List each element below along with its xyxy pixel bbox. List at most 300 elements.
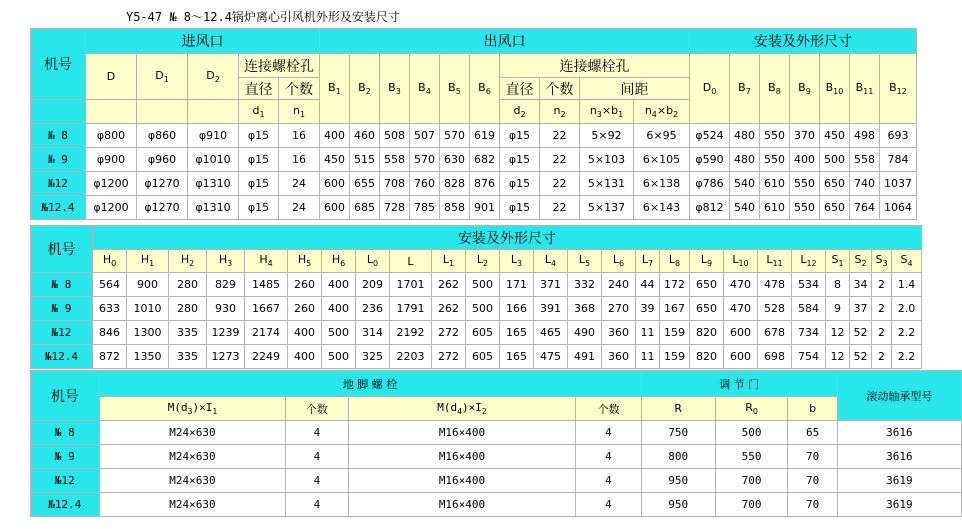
table-cell: 650 bbox=[690, 273, 724, 297]
table-cell: 400 bbox=[790, 148, 820, 172]
col-label: L bbox=[732, 253, 739, 267]
table-cell: 698 bbox=[758, 345, 792, 369]
table-cell: 4 bbox=[576, 445, 641, 469]
table-cell: φ1270 bbox=[137, 172, 188, 196]
table-cell: 764 bbox=[850, 196, 880, 220]
col-h0: $H_0$ bbox=[93, 250, 127, 273]
table-cell: 166 bbox=[500, 297, 534, 321]
table-cell: 171 bbox=[500, 273, 534, 297]
inlet-group-header: 进风口 bbox=[86, 29, 320, 54]
table-cell: 52 bbox=[850, 345, 872, 369]
table-cell: 280 bbox=[169, 297, 207, 321]
col-B3: $B_3$ bbox=[380, 54, 410, 124]
table-cell: 540 bbox=[730, 196, 760, 220]
table-cell: 465 bbox=[534, 321, 568, 345]
table-cell: 2192 bbox=[390, 321, 432, 345]
table-cell: φ15 bbox=[500, 148, 540, 172]
table-cell: 605 bbox=[466, 345, 500, 369]
table-cell: 400 bbox=[322, 297, 356, 321]
table-cell: 1239 bbox=[207, 321, 245, 345]
col-s2: $S_2$ bbox=[850, 250, 872, 273]
table-cell: 1701 bbox=[390, 273, 432, 297]
table-row bbox=[31, 297, 922, 321]
table-cell: 450 bbox=[820, 124, 850, 148]
table-cell: 400 bbox=[288, 321, 322, 345]
table-cell: 693 bbox=[880, 124, 917, 148]
table-cell: 2.0 bbox=[892, 297, 922, 321]
col-d1: $d_1$ bbox=[239, 100, 279, 124]
col-l9: $L_9$ bbox=[690, 250, 724, 273]
table-cell: 491 bbox=[568, 345, 602, 369]
table-cell: 3616 bbox=[837, 445, 961, 469]
table-cell: 564 bbox=[93, 273, 127, 297]
table-cell: φ15 bbox=[500, 172, 540, 196]
col-label: H bbox=[218, 253, 228, 267]
col-label: S bbox=[875, 253, 883, 267]
table-cell: φ812 bbox=[690, 196, 730, 220]
table-row bbox=[31, 196, 917, 220]
table-cell: 500 bbox=[715, 421, 787, 445]
col-label: L bbox=[700, 253, 708, 267]
row-jihao-cell: № 8 bbox=[31, 421, 100, 445]
col-h2: $H_2$ bbox=[169, 250, 207, 273]
table-cell: 728 bbox=[380, 196, 410, 220]
table-cell: 16 bbox=[279, 124, 320, 148]
table-cell: φ15 bbox=[239, 124, 279, 148]
table-cell: M24×630 bbox=[99, 493, 286, 517]
table-row bbox=[31, 469, 962, 493]
table-cell: 240 bbox=[602, 273, 636, 297]
row-jihao-cell: №12 bbox=[31, 172, 86, 196]
table-cell: 272 bbox=[432, 321, 466, 345]
table-cell: 950 bbox=[641, 493, 715, 517]
table-cell: 5×103 bbox=[580, 148, 634, 172]
col-l4: $L_4$ bbox=[534, 250, 568, 273]
table-cell: 1667 bbox=[245, 297, 288, 321]
table-cell: φ15 bbox=[239, 172, 279, 196]
table-cell: 534 bbox=[792, 273, 826, 297]
table-cell: φ15 bbox=[239, 148, 279, 172]
table-cell: 682 bbox=[470, 148, 500, 172]
col-h6: $H_6$ bbox=[322, 250, 356, 273]
table-cell: 6×105 bbox=[634, 148, 690, 172]
col-B12: $B_{12}$ bbox=[880, 54, 917, 124]
table-cell: M16×400 bbox=[348, 493, 576, 517]
table-cell: 950 bbox=[641, 469, 715, 493]
table-cell: 872 bbox=[93, 345, 127, 369]
col-s3: $S_3$ bbox=[872, 250, 892, 273]
table-cell: φ590 bbox=[690, 148, 730, 172]
table-cell: φ1010 bbox=[188, 148, 239, 172]
table-row bbox=[31, 493, 962, 517]
table-cell: 9 bbox=[826, 297, 850, 321]
col-label: L bbox=[366, 253, 374, 267]
spacer-D2 bbox=[188, 100, 239, 124]
table-cell: 262 bbox=[432, 273, 466, 297]
table-cell: 4 bbox=[286, 493, 348, 517]
table-cell: 400 bbox=[322, 273, 356, 297]
table-cell: 5×92 bbox=[580, 124, 634, 148]
table-cell: 1350 bbox=[127, 345, 169, 369]
table-row bbox=[31, 345, 922, 369]
table-cell: 262 bbox=[432, 297, 466, 321]
table-cell: 610 bbox=[760, 196, 790, 220]
table-cell: 498 bbox=[850, 124, 880, 148]
table-cell: 515 bbox=[350, 148, 380, 172]
table-cell: 678 bbox=[758, 321, 792, 345]
table-cell: 159 bbox=[660, 345, 690, 369]
table-cell: 65 bbox=[788, 421, 838, 445]
table-cell: 508 bbox=[380, 124, 410, 148]
table-cell: 6×138 bbox=[634, 172, 690, 196]
table-cell: 876 bbox=[470, 172, 500, 196]
col-D1: $D_1$ bbox=[137, 54, 188, 100]
table-cell: φ910 bbox=[188, 124, 239, 148]
outlet-count-header: 个数 bbox=[540, 78, 580, 100]
jihao-header: 机号 bbox=[31, 29, 86, 100]
table-cell: 335 bbox=[169, 321, 207, 345]
table-cell: M24×630 bbox=[99, 421, 286, 445]
table-cell: 478 bbox=[758, 273, 792, 297]
table-cell: 70 bbox=[788, 493, 838, 517]
table-cell: 280 bbox=[169, 273, 207, 297]
col-label: H bbox=[297, 253, 307, 267]
col-l7: $L_7$ bbox=[636, 250, 660, 273]
col-label: S bbox=[854, 253, 862, 267]
table-cell: 39 bbox=[636, 297, 660, 321]
table-cell: 550 bbox=[790, 172, 820, 196]
table-cell: 507 bbox=[410, 124, 440, 148]
table-cell: 2249 bbox=[245, 345, 288, 369]
table-cell: 2 bbox=[872, 273, 892, 297]
col-label: L bbox=[612, 253, 620, 267]
table-cell: 22 bbox=[540, 172, 580, 196]
col-label: L bbox=[800, 253, 807, 267]
table-cell: 2 bbox=[872, 297, 892, 321]
row-jihao-cell: №12 bbox=[31, 469, 100, 493]
col-md4-i2: $M(d_4)\times I_2$ bbox=[348, 397, 576, 421]
col-l8: $L_8$ bbox=[660, 250, 690, 273]
col-D0: $D_0$ bbox=[690, 54, 730, 124]
spacer-D1 bbox=[137, 100, 188, 124]
col-label: L bbox=[578, 253, 586, 267]
table-cell: 260 bbox=[288, 273, 322, 297]
table-cell: 610 bbox=[760, 172, 790, 196]
table-cell: 360 bbox=[602, 321, 636, 345]
table-cell: 4 bbox=[286, 421, 348, 445]
col-d2: $d_2$ bbox=[500, 100, 540, 124]
col-l10: $L_{10}$ bbox=[724, 250, 758, 273]
table-cell: 600 bbox=[724, 345, 758, 369]
table-cell: 4 bbox=[576, 421, 641, 445]
col-R: R bbox=[641, 397, 715, 421]
col-B10: $B_{10}$ bbox=[820, 54, 850, 124]
table-cell: φ1200 bbox=[86, 172, 137, 196]
row-jihao-cell: №12.4 bbox=[31, 493, 100, 517]
table-cell: 829 bbox=[207, 273, 245, 297]
col-l11: $L_{11}$ bbox=[758, 250, 792, 273]
table-cell: 600 bbox=[724, 321, 758, 345]
col-s1: $S_1$ bbox=[826, 250, 850, 273]
table-cell: 500 bbox=[466, 297, 500, 321]
col-l6: $L_6$ bbox=[602, 250, 636, 273]
outlet-diameter-header: 直径 bbox=[500, 78, 540, 100]
table-cell: 22 bbox=[540, 124, 580, 148]
inlet-outlet-table bbox=[30, 28, 917, 220]
table-cell: 37 bbox=[850, 297, 872, 321]
table-cell: 760 bbox=[410, 172, 440, 196]
table-cell: 650 bbox=[690, 297, 724, 321]
table-cell: 901 bbox=[470, 196, 500, 220]
table-row bbox=[31, 445, 962, 469]
col-label: S bbox=[831, 253, 839, 267]
col-n1: $n_1$ bbox=[279, 100, 320, 124]
table-cell: 2 bbox=[872, 345, 892, 369]
col-label: L bbox=[510, 253, 518, 267]
col-l12: $L_{12}$ bbox=[792, 250, 826, 273]
table-cell: 550 bbox=[715, 445, 787, 469]
table-cell: 11 bbox=[636, 321, 660, 345]
table-cell: M16×400 bbox=[348, 421, 576, 445]
jihao-spacer bbox=[31, 100, 86, 124]
table-cell: 1037 bbox=[880, 172, 917, 196]
table-cell: 22 bbox=[540, 196, 580, 220]
col-l3: $L_3$ bbox=[500, 250, 534, 273]
table-row bbox=[31, 421, 962, 445]
table-cell: 820 bbox=[690, 345, 724, 369]
table-cell: 450 bbox=[320, 148, 350, 172]
table-cell: 391 bbox=[534, 297, 568, 321]
table-cell: 528 bbox=[758, 297, 792, 321]
table-cell: 700 bbox=[715, 469, 787, 493]
row-jihao-cell: №12.4 bbox=[31, 196, 86, 220]
table-cell: 750 bbox=[641, 421, 715, 445]
table-cell: 1300 bbox=[127, 321, 169, 345]
table-cell: 500 bbox=[820, 148, 850, 172]
table-cell: 550 bbox=[760, 148, 790, 172]
table-cell: 325 bbox=[356, 345, 390, 369]
jihao-header: 机号 bbox=[31, 371, 100, 421]
table-cell: 570 bbox=[410, 148, 440, 172]
table-cell: φ860 bbox=[137, 124, 188, 148]
col-h3: $H_3$ bbox=[207, 250, 245, 273]
table-cell: 470 bbox=[724, 297, 758, 321]
table-cell: 370 bbox=[790, 124, 820, 148]
table-cell: 846 bbox=[93, 321, 127, 345]
table-cell: 335 bbox=[169, 345, 207, 369]
table-cell: 167 bbox=[660, 297, 690, 321]
page-title: Y5-47 № 8～12.4锅炉离心引风机外形及安装尺寸 bbox=[126, 10, 400, 24]
col-label: L bbox=[544, 253, 552, 267]
table-cell: 3619 bbox=[837, 493, 961, 517]
table-cell: 630 bbox=[440, 148, 470, 172]
table-cell: 558 bbox=[380, 148, 410, 172]
table-cell: 6×95 bbox=[634, 124, 690, 148]
table-cell: 685 bbox=[350, 196, 380, 220]
table-row bbox=[31, 172, 917, 196]
table-cell: 650 bbox=[820, 172, 850, 196]
row-jihao-cell: № 9 bbox=[31, 445, 100, 469]
table-cell: 550 bbox=[760, 124, 790, 148]
table-cell: 5×131 bbox=[580, 172, 634, 196]
table-cell: 633 bbox=[93, 297, 127, 321]
table-cell: φ960 bbox=[137, 148, 188, 172]
damper-group-header: 调 节 门 bbox=[641, 371, 837, 397]
table-cell: 754 bbox=[792, 345, 826, 369]
table-cell: 159 bbox=[660, 321, 690, 345]
table-cell: φ15 bbox=[500, 124, 540, 148]
table-row bbox=[31, 148, 917, 172]
col-B5: $B_5$ bbox=[440, 54, 470, 124]
col-h5: $H_5$ bbox=[288, 250, 322, 273]
inlet-count-header: 个数 bbox=[279, 78, 320, 100]
table-cell: 24 bbox=[279, 172, 320, 196]
table-cell: 480 bbox=[730, 148, 760, 172]
table-cell: 209 bbox=[356, 273, 390, 297]
anchor-damper-table bbox=[30, 370, 962, 517]
table-cell: 490 bbox=[568, 321, 602, 345]
table-cell: 236 bbox=[356, 297, 390, 321]
table-cell: 400 bbox=[288, 345, 322, 369]
table-cell: 2.2 bbox=[892, 345, 922, 369]
table-cell: φ1310 bbox=[188, 172, 239, 196]
col-label: H bbox=[140, 253, 150, 267]
inlet-diameter-header: 直径 bbox=[239, 78, 279, 100]
col-D2: $D_2$ bbox=[188, 54, 239, 100]
table-cell: 600 bbox=[320, 196, 350, 220]
row-jihao-cell: № 8 bbox=[31, 124, 86, 148]
table-cell: 784 bbox=[880, 148, 917, 172]
table-cell: φ786 bbox=[690, 172, 730, 196]
bearing-header: 滚动轴承型号 bbox=[837, 371, 961, 421]
table-cell: 5×137 bbox=[580, 196, 634, 220]
table-cell: φ15 bbox=[239, 196, 279, 220]
jihao-header: 机号 bbox=[31, 226, 93, 273]
col-l1: $L_1$ bbox=[432, 250, 466, 273]
outlet-bolt-holes-header: 连接螺栓孔 bbox=[500, 54, 690, 78]
table-cell: 22 bbox=[540, 148, 580, 172]
table-cell: 500 bbox=[322, 321, 356, 345]
col-label: L bbox=[668, 253, 676, 267]
table-cell: 11 bbox=[636, 345, 660, 369]
col-h1: $H_1$ bbox=[127, 250, 169, 273]
table-cell: 270 bbox=[602, 297, 636, 321]
table-cell: 165 bbox=[500, 321, 534, 345]
table-cell: 700 bbox=[715, 493, 787, 517]
table-cell: 619 bbox=[470, 124, 500, 148]
table-cell: φ524 bbox=[690, 124, 730, 148]
table-cell: φ900 bbox=[86, 148, 137, 172]
col-s4: $S_4$ bbox=[892, 250, 922, 273]
table-cell: 314 bbox=[356, 321, 390, 345]
table-cell: 400 bbox=[320, 124, 350, 148]
table-row bbox=[31, 124, 917, 148]
col-B4: $B_4$ bbox=[410, 54, 440, 124]
table-cell: 740 bbox=[850, 172, 880, 196]
col-B6: $B_6$ bbox=[470, 54, 500, 124]
table-cell: 272 bbox=[432, 345, 466, 369]
table-cell: 475 bbox=[534, 345, 568, 369]
table-cell: 2174 bbox=[245, 321, 288, 345]
table-cell: 540 bbox=[730, 172, 760, 196]
col-l: L bbox=[390, 250, 432, 273]
table-cell: 8 bbox=[826, 273, 850, 297]
table-cell: 2 bbox=[872, 321, 892, 345]
table-cell: 820 bbox=[690, 321, 724, 345]
install-group-header: 安装及外形尺寸 bbox=[93, 226, 922, 250]
table-cell: 4 bbox=[576, 493, 641, 517]
table-cell: 371 bbox=[534, 273, 568, 297]
install-dimensions-table-body bbox=[31, 273, 922, 369]
table-cell: 34 bbox=[850, 273, 872, 297]
col-B2: $B_2$ bbox=[350, 54, 380, 124]
col-n4b2: $n_4\times b_2$ bbox=[634, 100, 690, 124]
table-cell: 655 bbox=[350, 172, 380, 196]
table-cell: 584 bbox=[792, 297, 826, 321]
col-B11: $B_{11}$ bbox=[850, 54, 880, 124]
col-B8: $B_8$ bbox=[760, 54, 790, 124]
col-label: H bbox=[331, 253, 341, 267]
table-cell: 1485 bbox=[245, 273, 288, 297]
table-cell: 600 bbox=[320, 172, 350, 196]
outlet-group-header: 出风口 bbox=[320, 29, 690, 54]
col-label: L bbox=[476, 253, 484, 267]
table-cell: 70 bbox=[788, 445, 838, 469]
col-label: H bbox=[102, 253, 112, 267]
table-cell: 500 bbox=[466, 273, 500, 297]
col-label: L bbox=[641, 253, 649, 267]
table-cell: 3616 bbox=[837, 421, 961, 445]
table-cell: φ1200 bbox=[86, 196, 137, 220]
table-cell: 260 bbox=[288, 297, 322, 321]
col-B7: $B_7$ bbox=[730, 54, 760, 124]
table-cell: 4 bbox=[286, 445, 348, 469]
row-jihao-cell: № 9 bbox=[31, 148, 86, 172]
table-cell: 1010 bbox=[127, 297, 169, 321]
spacer-D bbox=[86, 100, 137, 124]
table-cell: 480 bbox=[730, 124, 760, 148]
row-jihao-cell: №12.4 bbox=[31, 345, 93, 369]
col-count-2: 个数 bbox=[576, 397, 641, 421]
table-cell: 52 bbox=[850, 321, 872, 345]
table-cell: 12 bbox=[826, 321, 850, 345]
table-cell: 1791 bbox=[390, 297, 432, 321]
table-cell: 12 bbox=[826, 345, 850, 369]
col-R0: $R_0$ bbox=[715, 397, 787, 421]
table-cell: 1064 bbox=[880, 196, 917, 220]
table-cell: 1273 bbox=[207, 345, 245, 369]
col-count-1: 个数 bbox=[286, 397, 348, 421]
table-row bbox=[31, 321, 922, 345]
table-cell: 558 bbox=[850, 148, 880, 172]
col-l5: $L_5$ bbox=[568, 250, 602, 273]
table-cell: 6×143 bbox=[634, 196, 690, 220]
install-dimensions-table bbox=[30, 225, 922, 369]
table-row bbox=[31, 273, 922, 297]
table-cell: M24×630 bbox=[99, 469, 286, 493]
row-jihao-cell: №12 bbox=[31, 321, 93, 345]
col-md3-i1: $M(d_3)\times I_1$ bbox=[99, 397, 286, 421]
table-cell: 70 bbox=[788, 469, 838, 493]
table-cell: 500 bbox=[322, 345, 356, 369]
table-cell: φ1310 bbox=[188, 196, 239, 220]
table-cell: 24 bbox=[279, 196, 320, 220]
inlet-bolt-holes-header: 连接螺栓孔 bbox=[239, 54, 320, 78]
table-cell: 1.4 bbox=[892, 273, 922, 297]
table-cell: 470 bbox=[724, 273, 758, 297]
inlet-outlet-table-body bbox=[31, 124, 917, 220]
table-cell: 708 bbox=[380, 172, 410, 196]
